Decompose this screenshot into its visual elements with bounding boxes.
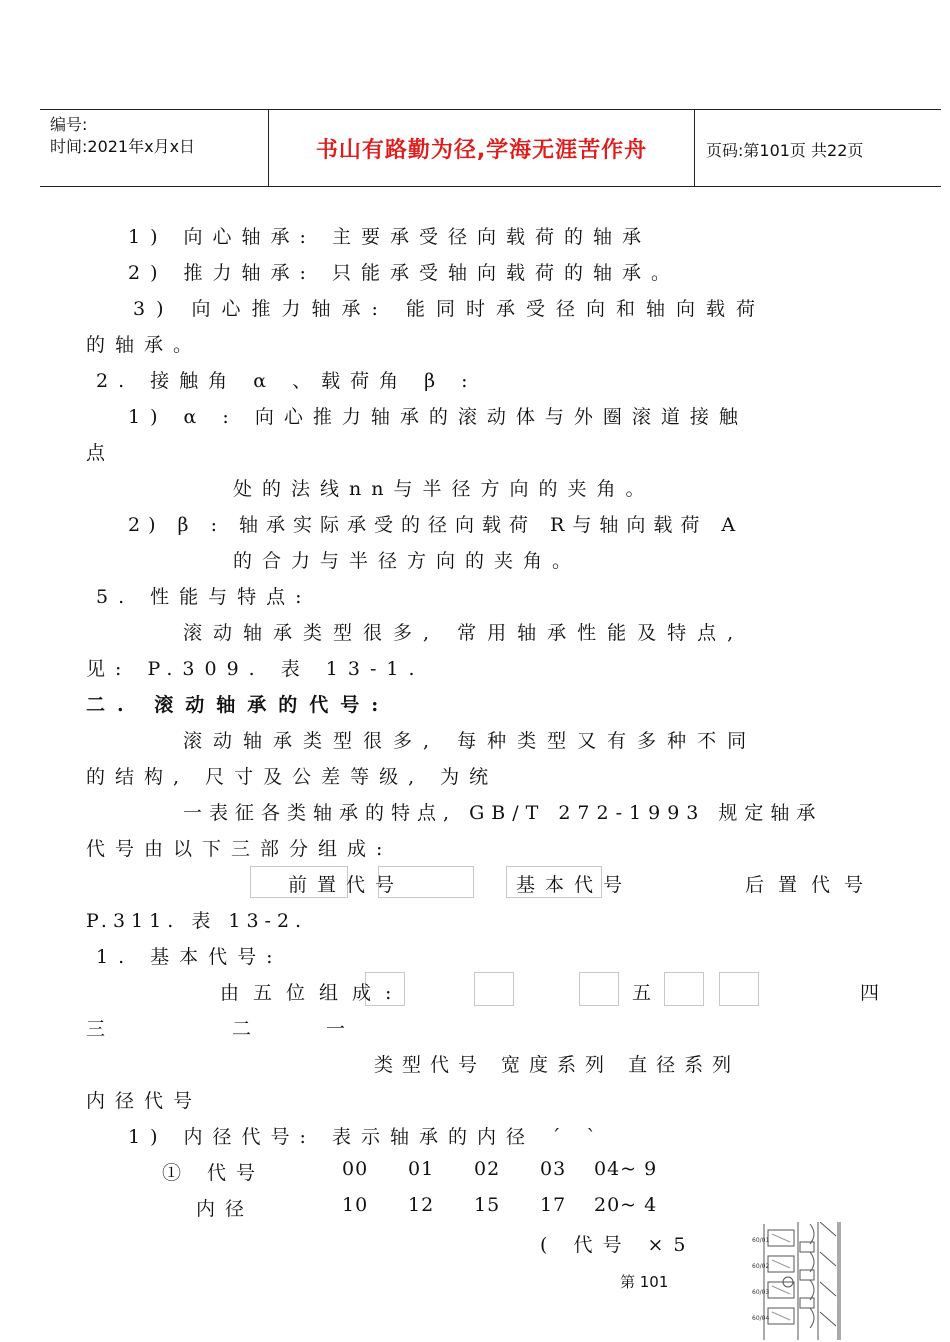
text-line: 滚动轴承类型很多, 每种类型又有多种不同 <box>183 730 758 752</box>
text-line: 类型代号 宽度系列 直径系列 <box>374 1054 741 1076</box>
table-cell: 00 <box>342 1158 369 1180</box>
digit-label: 二 <box>232 1018 262 1040</box>
text-line: 见: P.309. 表 13-1. <box>86 658 425 680</box>
header-divider <box>694 110 695 186</box>
text-line: 1) 向心轴承: 主要承受径向载荷的轴承 <box>128 226 651 248</box>
table-cell: 20~ 4 <box>594 1194 658 1216</box>
digit-label: 五 <box>632 982 662 1004</box>
text-line: 点 <box>86 442 116 464</box>
table-header-bore: 内径 <box>196 1198 255 1220</box>
text-line: 的合力与半径方向的夹角。 <box>233 550 582 572</box>
header-motto: 书山有路勤为径,学海无涯苦作舟 <box>315 138 648 163</box>
table-cell: 15 <box>474 1194 501 1216</box>
table-cell: 02 <box>474 1158 501 1180</box>
text-line: 的结构, 尺寸及公差等级, 为统 <box>86 766 499 788</box>
table-header-code: ① 代号 <box>162 1162 266 1184</box>
text-line: P.311. 表 13-2. <box>86 910 308 932</box>
figure-label: 60/03 <box>752 1289 770 1296</box>
text-line: 的轴承。 <box>86 334 203 356</box>
basic-code-label: 基本代号 <box>516 874 633 896</box>
digit-box <box>664 972 704 1006</box>
text-line: 2) 推力轴承: 只能承受轴向载荷的轴承。 <box>128 262 680 284</box>
prefix-code-label: 前置代号 <box>288 874 405 896</box>
table-cell: 01 <box>408 1158 435 1180</box>
figure-label: 60/02 <box>752 1263 770 1270</box>
digit-box <box>579 972 619 1006</box>
table-cell: 03 <box>540 1158 567 1180</box>
page-header <box>40 109 941 187</box>
figure-label: 60/04 <box>752 1315 770 1322</box>
text-line: 1. 基本代号: <box>96 946 283 968</box>
digit-box <box>474 972 514 1006</box>
digit-label: 一 <box>326 1018 356 1040</box>
text-line: 3) 向心推力轴承: 能同时承受径向和轴向载荷 <box>133 298 766 320</box>
suffix-code-label: 后置代号 <box>745 874 878 896</box>
serial-label: 编号: <box>50 115 88 134</box>
bearing-diagram <box>752 1222 872 1340</box>
digit-label: 三 <box>86 1018 116 1040</box>
table-cell: 10 <box>342 1194 369 1216</box>
text-line: 5. 性能与特点: <box>96 586 312 608</box>
digit-label: 四 <box>860 982 890 1004</box>
text-line: 由五位组成: <box>220 982 406 1004</box>
digit-box <box>719 972 759 1006</box>
text-line: 内径代号 <box>86 1090 203 1112</box>
table-cell: 04~ 9 <box>594 1158 658 1180</box>
header-page-info: 页码:第101页 共22页 <box>706 141 864 160</box>
text-line: 2) β : 轴承实际承受的径向载荷 R与轴向载荷 A <box>128 514 744 536</box>
text-line: 代号由以下三部分组成: <box>86 838 393 860</box>
time-label: 时间:2021年x月x日 <box>50 137 196 156</box>
text-line: 1) α : 向心推力轴承的滚动体与外圈滚道接触 <box>128 406 748 428</box>
text-line: 1) 内径代号: 表示轴承的内径 ´ ` <box>128 1126 607 1148</box>
footer-page-number: 第 101 <box>620 1273 669 1291</box>
text-line: 一表征各类轴承的特点, GB/T 272-1993 规定轴承 <box>183 802 823 824</box>
header-left <box>50 114 195 158</box>
section-heading: 二. 滚动轴承的代号: <box>86 694 391 716</box>
text-line: 处的法线nn与半径方向的夹角。 <box>233 478 655 500</box>
text-line: 滚动轴承类型很多, 常用轴承性能及特点, <box>183 622 745 644</box>
figure-label: 60/01 <box>752 1237 770 1244</box>
text-line: 2. 接触角 α 、载荷角 β : <box>96 370 478 392</box>
text-line: ( 代号 ×5 <box>540 1234 696 1256</box>
table-cell: 17 <box>540 1194 567 1216</box>
table-cell: 12 <box>408 1194 435 1216</box>
